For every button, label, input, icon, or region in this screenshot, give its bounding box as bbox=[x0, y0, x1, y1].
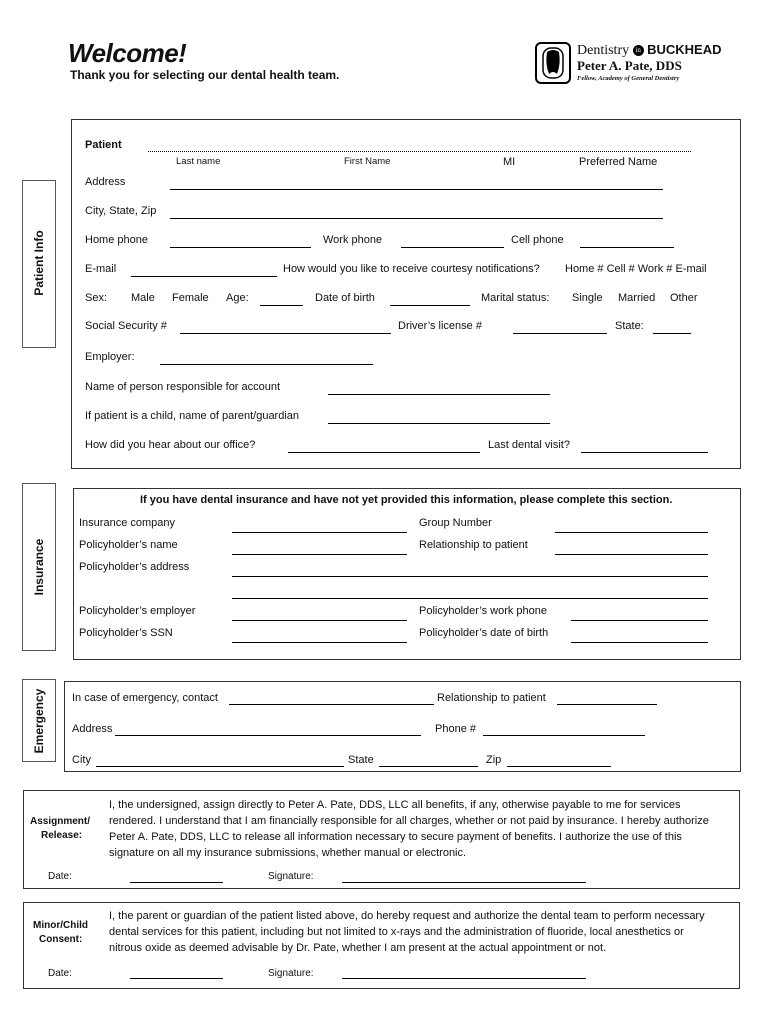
email-label: E-mail bbox=[85, 263, 117, 275]
emergency-state-field[interactable] bbox=[379, 766, 478, 767]
responsible-label: Name of person responsible for account bbox=[85, 381, 281, 393]
group-number-field[interactable] bbox=[555, 532, 708, 533]
policyholder-relationship-field[interactable] bbox=[555, 554, 708, 555]
policyholder-address-field-1[interactable] bbox=[232, 576, 708, 577]
emergency-zip-field[interactable] bbox=[507, 766, 611, 767]
policyholder-address-field-2[interactable] bbox=[232, 598, 708, 599]
emergency-phone-field[interactable] bbox=[483, 735, 645, 736]
group-number-label: Group Number bbox=[419, 517, 492, 529]
license-state-label: State: bbox=[615, 320, 644, 332]
emergency-contact-field[interactable] bbox=[229, 704, 434, 705]
assignment-signature-label: Signature: bbox=[268, 871, 314, 882]
policyholder-name-label: Policyholder’s name bbox=[79, 539, 178, 551]
guardian-field[interactable] bbox=[328, 423, 550, 424]
emergency-tab-label: Emergency bbox=[32, 688, 46, 754]
emergency-state-label: State bbox=[348, 754, 374, 766]
cell-phone-label: Cell phone bbox=[511, 234, 564, 246]
emergency-phone-label: Phone # bbox=[435, 723, 476, 735]
notification-options[interactable]: Home # Cell # Work # E-mail bbox=[565, 263, 707, 275]
emergency-city-label: City bbox=[72, 754, 91, 766]
policyholder-relationship-label: Relationship to patient bbox=[419, 539, 528, 551]
consent-date-field[interactable] bbox=[130, 978, 223, 979]
policyholder-work-phone-label: Policyholder’s work phone bbox=[419, 605, 547, 617]
insurance-section bbox=[73, 488, 741, 660]
drivers-license-field[interactable] bbox=[513, 333, 607, 334]
policyholder-name-field[interactable] bbox=[232, 554, 407, 555]
employer-label: Employer: bbox=[85, 351, 135, 363]
address-field[interactable] bbox=[170, 189, 663, 190]
insurance-company-label: Insurance company bbox=[79, 517, 175, 529]
consent-label-2: Consent: bbox=[39, 934, 83, 945]
city-state-zip-label: City, State, Zip bbox=[85, 205, 157, 217]
ssn-label: Social Security # bbox=[85, 320, 167, 332]
responsible-field[interactable] bbox=[328, 394, 550, 395]
home-phone-field[interactable] bbox=[170, 247, 311, 248]
tooth-icon bbox=[535, 42, 571, 84]
insurance-tab-label: Insurance bbox=[32, 538, 46, 596]
consent-signature-label: Signature: bbox=[268, 968, 314, 979]
emergency-address-field[interactable] bbox=[115, 735, 421, 736]
marital-option-single[interactable]: Single bbox=[572, 292, 603, 304]
dob-label: Date of birth bbox=[315, 292, 375, 304]
emergency-relationship-field[interactable] bbox=[557, 704, 657, 705]
age-label: Age: bbox=[226, 292, 249, 304]
logo-in-badge: in bbox=[633, 45, 644, 56]
marital-option-other[interactable]: Other bbox=[670, 292, 698, 304]
last-visit-label: Last dental visit? bbox=[488, 439, 570, 451]
age-field[interactable] bbox=[260, 305, 303, 306]
policyholder-ssn-label: Policyholder’s SSN bbox=[79, 627, 173, 639]
insurance-heading: If you have dental insurance and have not yet provided this information, please complete this section. bbox=[140, 494, 673, 506]
welcome-title: Welcome! bbox=[68, 38, 187, 68]
policyholder-employer-field[interactable] bbox=[232, 620, 407, 621]
ssn-field[interactable] bbox=[180, 333, 391, 334]
drivers-license-label: Driver’s license # bbox=[398, 320, 482, 332]
consent-text: I, the parent or guardian of the patient listed above, do hereby request and authorize the dental team to perform necessary dental services for this patient, including but not limited to x-rays and the administration of fluoride, local anesthetics or nitrous oxide as deemed advisable by Dr. Pate, whether I am present at the actual appointment or not. bbox=[109, 910, 705, 954]
welcome-subtitle: Thank you for selecting our dental health team. bbox=[70, 68, 340, 82]
emergency-contact-label: In case of emergency, contact bbox=[72, 692, 218, 704]
marital-option-married[interactable]: Married bbox=[618, 292, 656, 304]
sex-label: Sex: bbox=[85, 292, 108, 304]
emergency-relationship-label: Relationship to patient bbox=[437, 692, 546, 704]
cell-phone-field[interactable] bbox=[580, 247, 674, 248]
last-visit-field[interactable] bbox=[581, 452, 708, 453]
policyholder-work-phone-field[interactable] bbox=[571, 620, 708, 621]
assignment-label-2: Release: bbox=[41, 830, 83, 841]
sex-option-female[interactable]: Female bbox=[172, 292, 209, 304]
consent-label-1: Minor/Child bbox=[33, 920, 88, 931]
referral-label: How did you hear about our office? bbox=[85, 439, 256, 451]
license-state-field[interactable] bbox=[653, 333, 691, 334]
logo-doctor-name: Peter A. Pate, DDS bbox=[577, 58, 682, 73]
assignment-label-1: Assignment/ bbox=[30, 816, 91, 827]
patient-info-tab-label: Patient Info bbox=[32, 230, 46, 296]
first-name-caption: First Name bbox=[344, 156, 391, 167]
marital-status-label: Marital status: bbox=[481, 292, 550, 304]
logo-fellowship: Fellow, Academy of General Dentistry bbox=[577, 75, 680, 82]
referral-field[interactable] bbox=[288, 452, 480, 453]
assignment-text: I, the undersigned, assign directly to Peter A. Pate, DDS, LLC all benefits, if any, otherwise payable to me for services rendered. I understand that I am financially responsible for all charges, whether or not paid by insurance. I hereby authorize Peter A. Pate, DDS, LLC to release all information necessary to secure payment of benefits. I authorize the use of this signature on all my insurance submissions, whether manual or electronic. bbox=[109, 799, 709, 859]
policyholder-dob-label: Policyholder’s date of birth bbox=[419, 627, 549, 639]
patient-label: Patient bbox=[85, 139, 122, 151]
address-label: Address bbox=[85, 176, 126, 188]
work-phone-field[interactable] bbox=[401, 247, 504, 248]
assignment-signature-field[interactable] bbox=[342, 882, 586, 883]
consent-date-label: Date: bbox=[48, 968, 72, 979]
guardian-label: If patient is a child, name of parent/guardian bbox=[85, 410, 300, 422]
last-name-caption: Last name bbox=[176, 156, 221, 167]
email-field[interactable] bbox=[131, 276, 277, 277]
work-phone-label: Work phone bbox=[323, 234, 383, 246]
emergency-zip-label: Zip bbox=[486, 754, 502, 766]
assignment-date-field[interactable] bbox=[130, 882, 223, 883]
preferred-name-caption: Preferred Name bbox=[579, 156, 658, 168]
policyholder-address-label: Policyholder’s address bbox=[79, 561, 190, 573]
policyholder-ssn-field[interactable] bbox=[232, 642, 407, 643]
emergency-address-label: Address bbox=[72, 723, 113, 735]
logo-dentistry: Dentistry bbox=[577, 43, 630, 58]
sex-option-male[interactable]: Male bbox=[131, 292, 155, 304]
mi-caption: MI bbox=[503, 156, 516, 168]
policyholder-employer-label: Policyholder’s employer bbox=[79, 605, 196, 617]
logo-buckhead: BUCKHEAD bbox=[647, 42, 722, 57]
insurance-company-field[interactable] bbox=[232, 532, 407, 533]
employer-field[interactable] bbox=[160, 364, 373, 365]
emergency-city-field[interactable] bbox=[96, 766, 344, 767]
patient-name-field[interactable] bbox=[148, 151, 691, 152]
policyholder-dob-field[interactable] bbox=[571, 642, 708, 643]
consent-signature-field[interactable] bbox=[342, 978, 586, 979]
assignment-date-label: Date: bbox=[48, 871, 72, 882]
practice-logo bbox=[533, 42, 722, 88]
dob-field[interactable] bbox=[390, 305, 470, 306]
notifications-question: How would you like to receive courtesy notifications? bbox=[283, 263, 540, 275]
city-state-zip-field[interactable] bbox=[170, 218, 663, 219]
home-phone-label: Home phone bbox=[85, 234, 148, 246]
